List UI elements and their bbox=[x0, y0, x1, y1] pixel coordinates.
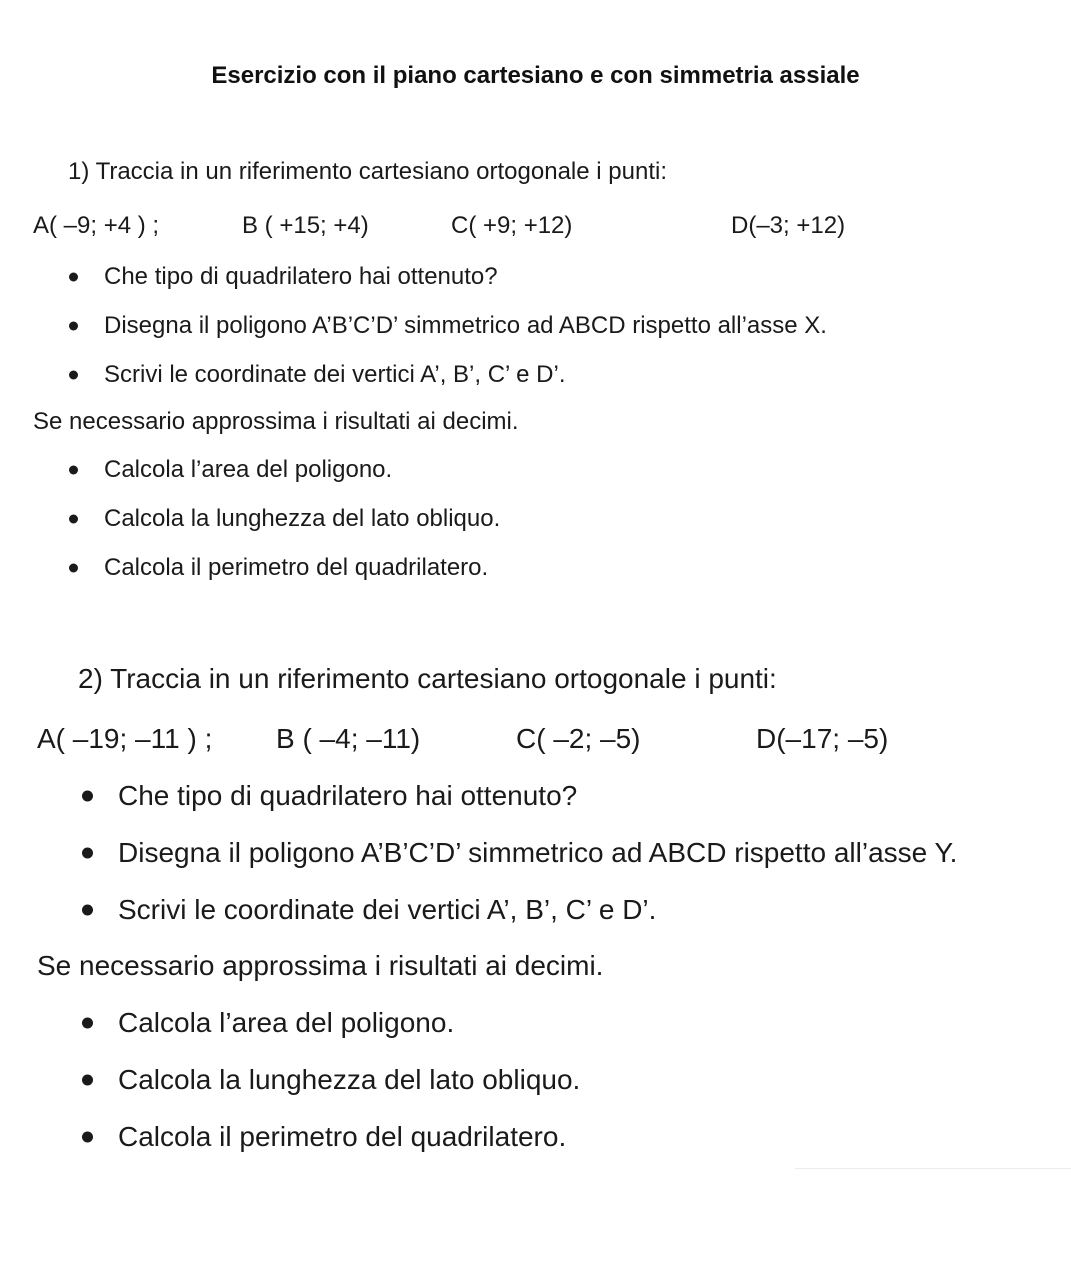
point-b: B ( –4; –11) bbox=[276, 723, 421, 754]
bullet-icon bbox=[82, 904, 93, 915]
page-title: Esercizio con il piano cartesiano e con simmetria assiale bbox=[211, 62, 860, 89]
task-text: Calcola il perimetro del quadrilatero. bbox=[104, 554, 489, 581]
exercise-1 bbox=[0, 160, 1071, 592]
divider bbox=[795, 1168, 1071, 1169]
bullet-icon bbox=[82, 1017, 93, 1028]
bullet-icon bbox=[82, 847, 93, 858]
exercise-2-points bbox=[0, 723, 1071, 767]
list-item bbox=[0, 1108, 1071, 1165]
list-item bbox=[0, 881, 1071, 938]
list-item bbox=[0, 994, 1071, 1051]
bullet-icon bbox=[69, 514, 78, 523]
exercise-1-points bbox=[0, 212, 1071, 252]
task-text: Disegna il poligono A’B’C’D’ simmetrico ad ABCD rispetto all’asse Y. bbox=[118, 837, 958, 868]
point-b: B ( +15; +4) bbox=[242, 212, 369, 239]
exercise-1-tasks-b bbox=[0, 445, 1071, 592]
list-item bbox=[0, 350, 1071, 399]
point-c: C( +9; +12) bbox=[451, 212, 573, 239]
bullet-icon bbox=[82, 1131, 93, 1142]
bullet-icon bbox=[82, 790, 93, 801]
point-a: A( –9; +4 ) ; bbox=[33, 212, 160, 239]
list-item bbox=[0, 1051, 1071, 1108]
bullet-icon bbox=[69, 370, 78, 379]
task-text: Disegna il poligono A’B’C’D’ simmetrico ad ABCD rispetto all’asse X. bbox=[104, 312, 827, 339]
bullet-icon bbox=[69, 563, 78, 572]
list-item bbox=[0, 301, 1071, 350]
list-item bbox=[0, 767, 1071, 824]
exercise-1-heading: 1) Traccia in un riferimento cartesiano ortogonale i punti: bbox=[68, 158, 667, 185]
task-text: Calcola il perimetro del quadrilatero. bbox=[118, 1121, 567, 1152]
bullet-icon bbox=[69, 272, 78, 281]
task-text: Calcola la lunghezza del lato obliquo. bbox=[104, 505, 501, 532]
exercise-2-heading: 2) Traccia in un riferimento cartesiano ortogonale i punti: bbox=[78, 663, 777, 694]
point-c: C( –2; –5) bbox=[516, 723, 641, 754]
task-text: Che tipo di quadrilatero hai ottenuto? bbox=[104, 263, 498, 290]
exercise-2-note: Se necessario approssima i risultati ai decimi. bbox=[37, 950, 604, 981]
exercise-2 bbox=[0, 665, 1071, 1165]
task-text: Scrivi le coordinate dei vertici A’, B’, C’ e D’. bbox=[118, 894, 657, 925]
task-text: Calcola l’area del poligono. bbox=[118, 1007, 455, 1038]
list-item bbox=[0, 494, 1071, 543]
task-text: Calcola l’area del poligono. bbox=[104, 456, 393, 483]
task-text: Calcola la lunghezza del lato obliquo. bbox=[118, 1064, 581, 1095]
point-a: A( –19; –11 ) ; bbox=[37, 723, 213, 754]
exercise-1-tasks-a bbox=[0, 252, 1071, 399]
task-text: Che tipo di quadrilatero hai ottenuto? bbox=[118, 780, 578, 811]
bullet-icon bbox=[82, 1074, 93, 1085]
bullet-icon bbox=[69, 465, 78, 474]
point-d: D(–17; –5) bbox=[756, 723, 889, 754]
exercise-2-tasks-a bbox=[0, 767, 1071, 938]
exercise-1-note: Se necessario approssima i risultati ai decimi. bbox=[33, 408, 519, 435]
bullet-icon bbox=[69, 321, 78, 330]
list-item bbox=[0, 252, 1071, 301]
exercise-2-tasks-b bbox=[0, 994, 1071, 1165]
point-d: D(–3; +12) bbox=[731, 212, 846, 239]
task-text: Scrivi le coordinate dei vertici A’, B’, C’ e D’. bbox=[104, 361, 566, 388]
list-item bbox=[0, 543, 1071, 592]
list-item bbox=[0, 824, 1071, 881]
list-item bbox=[0, 445, 1071, 494]
